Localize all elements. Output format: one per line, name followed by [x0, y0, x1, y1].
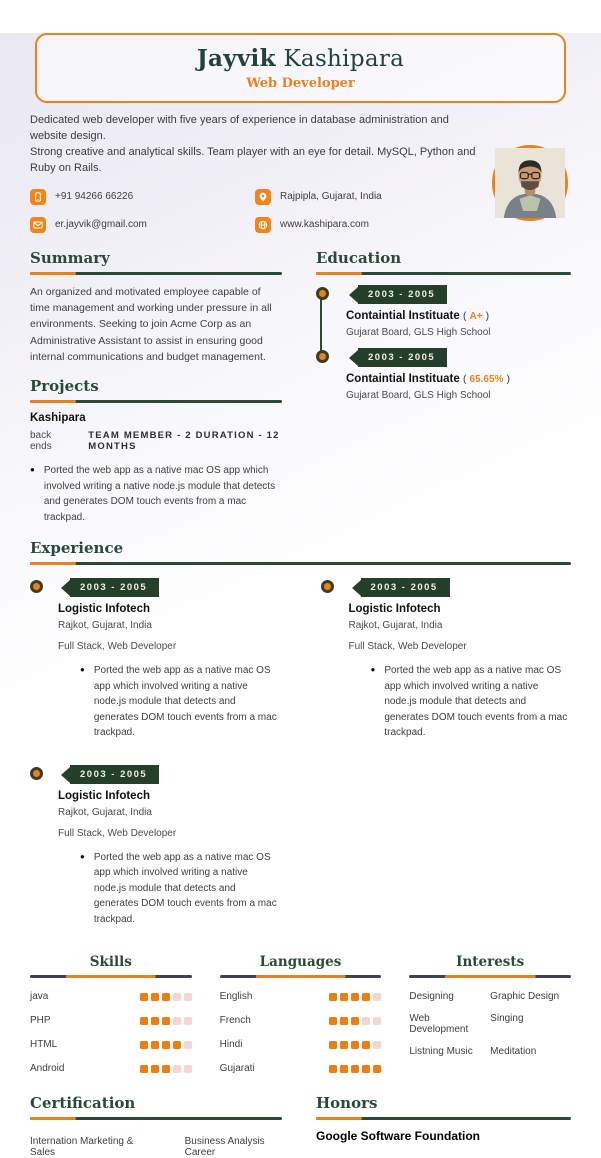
rating-square-empty [173, 1065, 181, 1073]
rating-square-filled [140, 1065, 148, 1073]
experience-bullet [80, 850, 281, 928]
experience-bullet-text: Ported the web app as a native mac OS app which involved writing a native node.js module that detects and generates DOM touch events from a mac trackpad. [93, 665, 277, 739]
education-timeline [316, 284, 571, 401]
rating-square-empty [173, 993, 181, 1001]
company-location: Rajkot, Gujarat, India [348, 620, 443, 632]
rating-square-filled [351, 1017, 359, 1025]
experience-bullet-text: Ported the web app as a native mac OS app which involved writing a native node.js module that detects and generates DOM touch events from a mac trackpad. [384, 665, 568, 739]
project-name: Kashipara [30, 412, 86, 425]
skill-row [30, 1063, 192, 1074]
timeline-dot [316, 287, 329, 300]
grade-close-paren: ) [485, 310, 490, 322]
rating-square-filled [151, 1041, 159, 1049]
experience-rule [30, 562, 571, 565]
language-label: Gujarati [219, 1063, 255, 1075]
rating-square-filled [151, 1017, 159, 1025]
experience-entry [30, 764, 281, 937]
interests-rule [409, 975, 571, 978]
rating-square-filled [151, 1065, 159, 1073]
certification-title: Certification [30, 1094, 136, 1113]
interest-item: Meditation [490, 1046, 537, 1058]
contact-location-text: Rajpipla, Gujarat, India [280, 191, 382, 203]
languages-section [220, 954, 382, 1074]
experience-grid [30, 577, 571, 936]
rating-square-filled [329, 993, 337, 1001]
avatar [495, 148, 565, 218]
school-name [346, 310, 571, 322]
education-title: Education [316, 248, 402, 267]
timeline-dot [30, 767, 43, 780]
projects-rule [30, 400, 282, 403]
interest-item: Designing [409, 991, 454, 1003]
rating-square-empty [184, 993, 192, 1001]
project-meta [30, 430, 282, 452]
period-badge: 2003 - 2005 [70, 578, 159, 597]
contact-website-text: www.kashipara.com [280, 219, 369, 231]
skills-section [30, 954, 192, 1074]
interest-item: Listning Music [409, 1046, 473, 1058]
grade-value: 65.65% [469, 373, 504, 385]
company-name: Logistic Infotech [58, 603, 150, 616]
timeline-dot [316, 350, 329, 363]
school-name [346, 373, 571, 385]
rating-square-filled [373, 1065, 381, 1073]
about-text [30, 113, 485, 177]
education-entry [346, 284, 571, 338]
rating-square-filled [362, 1041, 370, 1049]
rating-square-filled [151, 993, 159, 1001]
interests-title: Interests [456, 954, 525, 971]
experience-bullet [80, 663, 281, 741]
last-name: Kashipara [283, 46, 405, 72]
company-name: Logistic Infotech [348, 603, 441, 616]
interests-section [409, 954, 571, 1074]
languages-rule [220, 975, 382, 978]
company-location: Rajkot, Gujarat, India [58, 620, 152, 632]
skills-rule [30, 975, 192, 978]
grade-value: A+ [469, 310, 483, 322]
rating-square-filled [140, 1041, 148, 1049]
language-label: English [219, 991, 253, 1003]
rating-square-filled [140, 993, 148, 1001]
rating-square-empty [173, 1017, 181, 1025]
contact-website[interactable] [255, 217, 450, 233]
language-rating [329, 1017, 381, 1025]
grade-open-paren: ( [462, 373, 467, 385]
project-team-meta: TEAM MEMBER - 2 DURATION - 12 MONTHS [88, 430, 280, 453]
certification-section [30, 1094, 282, 1158]
about-line-1: Dedicated web developer with five years of experience in database administration and website design. [30, 114, 449, 142]
projects-title: Projects [30, 377, 99, 396]
honor-item: Google Software Foundation [316, 1129, 480, 1144]
interest-item: Singing [490, 1013, 524, 1025]
about-line-2: Strong creative and analytical skills. Team player with an eye for detail. MySQL, Python and Ruby on Rails. [30, 145, 476, 174]
language-rating [329, 1065, 381, 1073]
interests-grid [409, 991, 571, 1057]
skill-label: HTML [30, 1039, 58, 1051]
experience-bullet [371, 663, 572, 741]
bullet-dot: ● [370, 665, 376, 675]
interest-item: Graphic Design [490, 991, 560, 1003]
rating-square-filled [162, 1017, 170, 1025]
right-column [316, 249, 571, 525]
grade-close-paren: ) [506, 373, 510, 385]
profile-photo [492, 145, 568, 221]
certification-rule [30, 1117, 282, 1120]
rating-square-empty [184, 1017, 192, 1025]
rating-square-filled [140, 1017, 148, 1025]
skill-rating [140, 1065, 192, 1073]
bullet-dot: ● [80, 851, 85, 861]
resume-page [0, 33, 601, 1158]
project-bullet [30, 463, 282, 525]
language-rating [329, 993, 381, 1001]
certification-item: Internation Marketing & Sales [30, 1136, 134, 1158]
role-title: Web Developer [246, 76, 355, 91]
envelope-icon [30, 217, 46, 233]
bullet-dot: ● [80, 665, 85, 675]
skill-label: Android [30, 1063, 65, 1075]
mid-columns [30, 249, 571, 525]
school-name-text: Containtial Instituate [346, 372, 460, 385]
phone-icon [30, 189, 46, 205]
experience-title: Experience [30, 539, 124, 558]
rating-square-empty [184, 1041, 192, 1049]
language-row [220, 1015, 382, 1026]
job-role: Full Stack, Web Developer [58, 641, 177, 653]
rating-square-filled [173, 1041, 181, 1049]
project-tech: back ends [30, 430, 52, 453]
rating-square-empty [373, 993, 381, 1001]
skill-label: PHP [30, 1015, 51, 1027]
period-badge: 2003 - 2005 [358, 285, 447, 304]
experience-bullet-text: Ported the web app as a native mac OS app which involved writing a native node.js module that detects and generates DOM touch events from a mac trackpad. [93, 851, 277, 925]
language-label: Hindi [219, 1039, 243, 1051]
summary-title: Summary [30, 248, 110, 267]
summary-section [30, 249, 282, 365]
rating-square-filled [340, 1017, 348, 1025]
rating-square-empty [373, 1041, 381, 1049]
honors-rule [316, 1117, 571, 1120]
contact-phone-text: +91 94266 66226 [55, 191, 134, 203]
skill-row [30, 1039, 192, 1050]
rating-square-filled [362, 1065, 370, 1073]
certification-list [30, 1136, 282, 1158]
rating-square-filled [351, 993, 359, 1001]
job-role: Full Stack, Web Developer [348, 641, 467, 653]
company-name: Logistic Infotech [58, 789, 150, 802]
rating-square-filled [340, 993, 348, 1001]
language-row [220, 1063, 382, 1074]
projects-section [30, 377, 282, 525]
rating-square-empty [373, 1017, 381, 1025]
honors-title: Honors [316, 1094, 378, 1113]
interest-item: Web Development [409, 1013, 469, 1036]
company-location: Rajkot, Gujarat, India [58, 806, 152, 818]
rating-square-filled [329, 1041, 337, 1049]
skill-rating [140, 993, 192, 1001]
skill-rating [140, 1017, 192, 1025]
school-board: Gujarat Board, GLS High School [346, 389, 491, 401]
skill-label: java [30, 991, 49, 1003]
first-name: Jayvik [196, 45, 276, 72]
skill-row [30, 991, 192, 1002]
languages-title: Languages [259, 954, 342, 971]
school-name-text: Containtial Instituate [346, 309, 460, 322]
contact-email-text: er.jayvik@gmail.com [55, 219, 147, 231]
bottom-triple-columns [30, 954, 571, 1074]
experience-entry [30, 577, 281, 750]
bottom-duo-columns [30, 1094, 571, 1158]
contact-email[interactable] [30, 217, 255, 233]
language-rating [329, 1041, 381, 1049]
language-row [220, 991, 382, 1002]
rating-square-filled [351, 1065, 359, 1073]
rating-square-filled [162, 993, 170, 1001]
certification-item: Business Analysis Career [184, 1136, 265, 1158]
skills-title: Skills [89, 954, 132, 971]
person-name [197, 45, 404, 72]
language-label: French [219, 1015, 251, 1027]
rating-square-filled [329, 1017, 337, 1025]
rating-square-filled [340, 1041, 348, 1049]
experience-section [30, 539, 571, 936]
timeline-line [320, 298, 322, 356]
rating-square-filled [362, 993, 370, 1001]
school-board: Gujarat Board, GLS High School [346, 326, 491, 338]
summary-rule [30, 272, 282, 275]
honors-section [316, 1094, 571, 1158]
summary-text: An organized and motivated employee capable of time management and working under pressure in all environments. Seeking to join Acme Corp as an Administrative Assistant to assist in ensuring good internal communications and budget management. [30, 285, 272, 363]
period-badge: 2003 - 2005 [358, 348, 447, 367]
timeline-dot [321, 580, 334, 593]
rating-square-empty [362, 1017, 370, 1025]
rating-square-filled [329, 1065, 337, 1073]
experience-entry [321, 577, 572, 750]
rating-square-empty [184, 1065, 192, 1073]
globe-icon [255, 217, 271, 233]
rating-square-filled [351, 1041, 359, 1049]
rating-square-filled [162, 1065, 170, 1073]
contact-phone[interactable] [30, 189, 255, 205]
skill-row [30, 1015, 192, 1026]
location-pin-icon [255, 189, 271, 205]
period-badge: 2003 - 2005 [70, 765, 159, 784]
project-bullet-text: Ported the web app as a native mac OS app which involved writing a native node.js module that detects and generates DOM touch events from a mac trackpad. [43, 465, 276, 523]
contact-location [255, 189, 450, 205]
education-rule [316, 272, 571, 275]
rating-square-filled [340, 1065, 348, 1073]
language-row [220, 1039, 382, 1050]
period-badge: 2003 - 2005 [361, 578, 450, 597]
timeline-dot [30, 580, 43, 593]
skill-rating [140, 1041, 192, 1049]
education-entry [346, 347, 571, 401]
contact-block [30, 189, 450, 233]
header-box [35, 33, 566, 103]
rating-square-filled [162, 1041, 170, 1049]
bullet-dot: ● [30, 465, 35, 475]
left-column [30, 249, 282, 525]
grade-open-paren: ( [462, 310, 467, 322]
job-role: Full Stack, Web Developer [58, 827, 177, 839]
